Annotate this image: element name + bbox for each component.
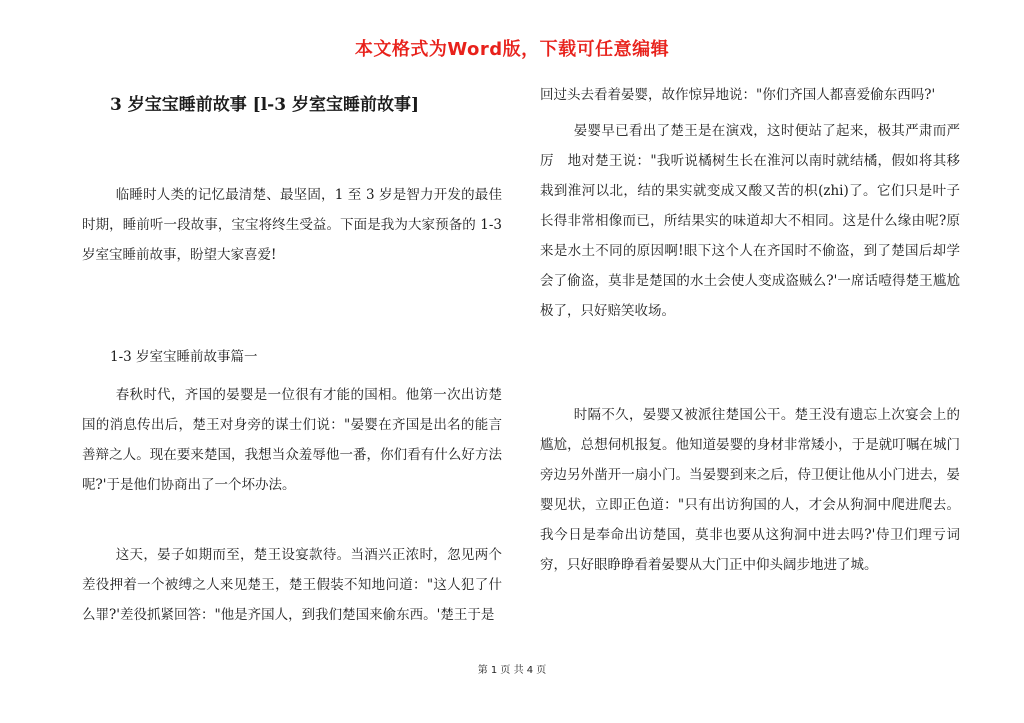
header-banner: 本文格式为Word版，下载可任意编辑 bbox=[354, 39, 670, 60]
story-paragraph-3: 回过头去看着晏婴，故作惊异地说："你们齐国人都喜爱偷东西吗?' bbox=[540, 87, 936, 103]
story-paragraph-4: 晏婴早已看出了楚王是在演戏，这时便站了起来，极其严肃而严厉 地对楚王说："我听说橘树生长在淮河以南时就结橘，假如将其移栽到淮河以北，结的果实就变成又酸又苦的枳(zhi)了。它们只是叶子长得非常相像而已，所结果实的味道却大不相同。这是什么缘由呢?原来是水土不同的原因啊!眼下这个人在齐国时不偷盗，到了楚国后却学会了偷盗，莫非是楚国的水土会使人变成盗贼么?'一席话噎得楚王尴尬极了，只好赔笑收场。 bbox=[540, 123, 960, 319]
intro-paragraph: 临睡时人类的记忆最清楚、最坚固，1 至 3 岁是智力开发的最佳时期，睡前听一段故事，宝宝将终生受益。下面是我为大家预备的 1-3 岁室宝睡前故事，盼望大家喜爱! bbox=[82, 187, 502, 263]
story-paragraph-2: 这天，晏子如期而至，楚王设宴款待。当酒兴正浓时，忽见两个差役押着一个被缚之人来见楚王，楚王假装不知地问道："这人犯了什么罪?'差役抓紧回答："他是齐国人，到我们楚国来偷东西。'楚王于是 bbox=[82, 547, 502, 623]
document-title: 3 岁宝宝睡前故事 [l-3 岁室宝睡前故事] bbox=[110, 95, 420, 115]
section-heading: 1-3 岁室宝睡前故事篇一 bbox=[110, 349, 258, 365]
story-paragraph-5: 时隔不久，晏婴又被派往楚国公干。楚王没有遗忘上次宴会上的尴尬，总想伺机报复。他知道晏婴的身材非常矮小，于是就叮嘱在城门旁边另外凿开一扇小门。当晏婴到来之后，侍卫便让他从小门进去，晏婴见状，立即正色道："只有出访狗国的人，才会从狗洞中爬进爬去。我今日是奉命出访楚国，莫非也要从这狗洞中进去吗?'侍卫们理亏词穷，只好眼睁睁看着晏婴从大门正中仰头阔步地进了城。 bbox=[540, 407, 960, 573]
story-paragraph-1: 春秋时代，齐国的晏婴是一位很有才能的国相。他第一次出访楚国的消息传出后，楚王对身旁的谋士们说："晏婴在齐国是出名的能言善辩之人。现在要来楚国，我想当众羞辱他一番，你们看有什么好方法呢?'于是他们协商出了一个坏办法。 bbox=[82, 387, 502, 493]
page-number-footer: 第 1 页 共 4 页 bbox=[477, 665, 547, 676]
